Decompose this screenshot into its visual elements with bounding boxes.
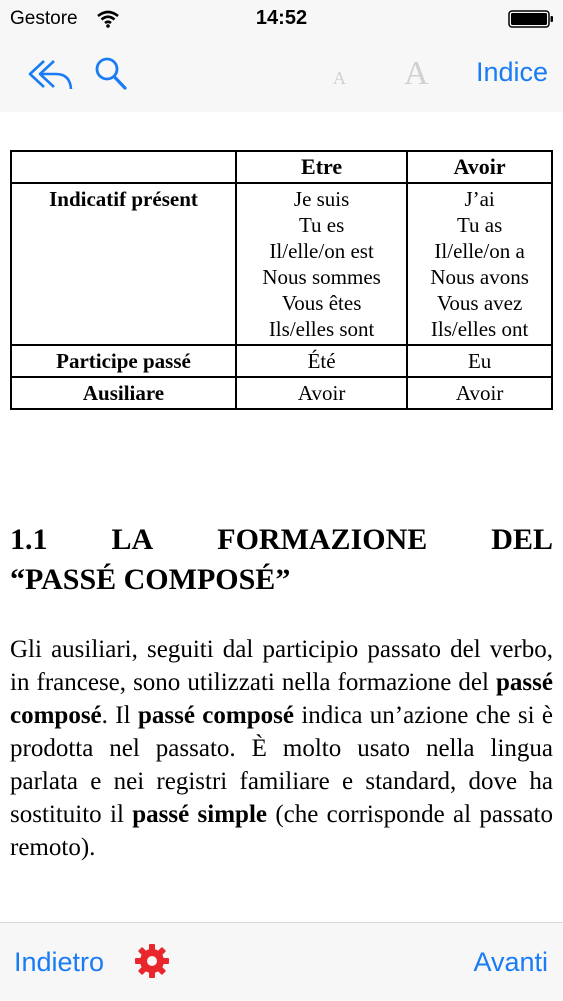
section-heading <box>10 520 553 600</box>
gear-icon[interactable] <box>133 942 171 980</box>
reply-icon[interactable] <box>26 56 74 94</box>
cell-line: Il/elle/on a <box>434 239 525 263</box>
row-label: Ausiliare <box>11 377 236 409</box>
cell-line: Tu as <box>456 213 503 237</box>
conjugation-table <box>10 150 553 410</box>
cell-line: Nous sommes <box>262 265 381 289</box>
bold-term: passé simple <box>132 801 267 828</box>
table-cell: Avoir <box>236 377 407 409</box>
section-number: 1.1 <box>10 523 48 556</box>
text-run: Gli ausiliari, seguiti dal participio passato del verbo, in francese, sono utilizzati nella formazione del <box>10 636 553 696</box>
heading-line-1 <box>10 520 553 560</box>
row-label: Participe passé <box>11 345 236 377</box>
back-button[interactable]: Indietro <box>14 947 105 977</box>
text-run: (che corrisponde al passato remoto). <box>10 801 553 861</box>
font-increase-icon[interactable]: A <box>404 55 429 92</box>
cell-line: Nous avons <box>430 265 529 289</box>
table-cell: Été <box>236 345 407 377</box>
bold-term: passé composé <box>137 702 294 729</box>
row-label: Indicatif présent <box>11 183 236 345</box>
cell-line: Vous avez <box>436 291 523 315</box>
battery-icon <box>508 10 554 28</box>
heading-line-2: “PASSÉ COMPOSÉ” <box>10 563 291 596</box>
bold-term: passé composé <box>10 669 553 729</box>
cell-line: Vous êtes <box>281 291 362 315</box>
top-toolbar <box>0 38 563 112</box>
table-cell <box>407 183 552 345</box>
cell-line: Il/elle/on est <box>269 239 374 263</box>
table-row <box>11 183 552 345</box>
carrier-label: Gestore <box>10 8 78 29</box>
heading-word: LA <box>111 523 154 556</box>
search-icon[interactable] <box>94 56 128 92</box>
cell-line: J’ai <box>464 187 495 211</box>
table-row <box>11 345 552 377</box>
table-header-row <box>11 151 552 183</box>
text-run: indica un’azione che si è prodotta nel passato. È molto usato nella lingua parlata e nei registri familiare e standard, dove ha sostituito il <box>10 702 553 828</box>
table-cell: Eu <box>407 345 552 377</box>
table-cell: Avoir <box>407 377 552 409</box>
cell-line: Ils/elles sont <box>268 317 375 341</box>
table-header-cell: Etre <box>236 151 407 183</box>
forward-button[interactable]: Avanti <box>473 947 548 977</box>
bottom-toolbar <box>0 922 563 1001</box>
body-paragraph <box>10 633 553 864</box>
cell-line: Je suis <box>293 187 350 211</box>
font-decrease-icon[interactable]: A <box>333 68 346 88</box>
index-button[interactable]: Indice <box>475 57 548 87</box>
cell-line: Tu es <box>298 213 345 237</box>
text-run: . Il <box>101 702 138 729</box>
status-time: 14:52 <box>255 7 308 29</box>
table-row <box>11 377 552 409</box>
heading-word: FORMAZIONE <box>217 523 428 556</box>
cell-line: Ils/elles ont <box>430 317 529 341</box>
status-bar <box>0 0 563 38</box>
heading-word: DEL <box>491 523 553 556</box>
table-cell <box>236 183 407 345</box>
table-header-cell: Avoir <box>407 151 552 183</box>
table-header-cell <box>11 151 236 183</box>
content-area <box>10 150 553 410</box>
